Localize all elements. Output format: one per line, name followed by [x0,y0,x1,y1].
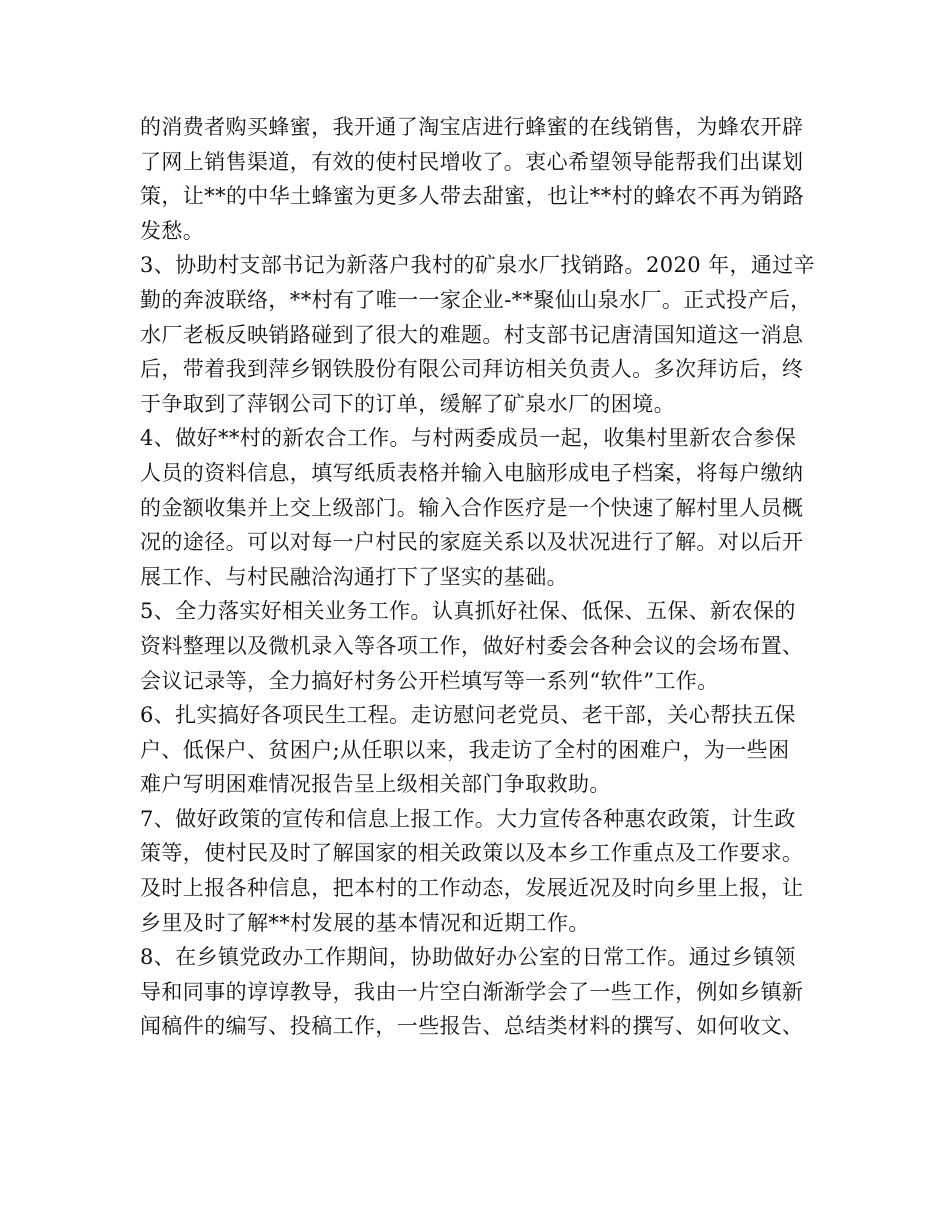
text-line: 展工作、与村民融洽沟通打下了坚实的基础。 [140,564,568,589]
text-line: 资料整理以及微机录入等各项工作，做好村委会各种会议的会场布置、 [140,633,804,658]
text-line: 5、全力落实好相关业务工作。认真抓好社保、低保、五保、新农保的 [140,599,796,624]
text-line: 及时上报各种信息，把本村的工作动态，发展近况及时向乡里上报，让 [140,876,804,901]
paragraph-item-4 [140,421,825,594]
paragraph-item-5 [140,594,825,698]
text-line: 闻稿件的编写、投稿工作，一些报告、总结类材料的撰写、如何收文、 [140,1014,804,1039]
document-body [140,110,825,1044]
text-line: 策等，使村民及时了解国家的相关政策以及本乡工作重点及工作要求。 [140,841,804,866]
text-line: 6、扎实搞好各项民生工程。走访慰问老党员、老干部，关心帮扶五保 [140,703,796,728]
text-line: 的金额收集并上交上级部门。输入合作医疗是一个快速了解村里人员概 [140,495,804,520]
text-line: 4、做好**村的新农合工作。与村两委成员一起，收集村里新农合参保 [140,426,797,451]
text-line: 8、在乡镇党政办工作期间，协助做好办公室的日常工作。通过乡镇领 [140,945,796,970]
text-line: 后，带着我到萍乡钢铁股份有限公司拜访相关负责人。多次拜访后，终 [140,357,804,382]
paragraph-continuation [140,110,825,248]
paragraph-item-8 [140,940,825,1044]
text-line: 户、低保户、贫困户;从任职以来，我走访了全村的困难户，为一些困 [140,737,790,762]
text-line: 乡里及时了解**村发展的基本情况和近期工作。 [140,910,590,935]
text-line: 发愁。 [140,218,205,243]
text-line: 导和同事的谆谆教导，我由一片空白渐渐学会了一些工作，例如乡镇新 [140,979,804,1004]
text-line: 了网上销售渠道，有效的使村民增收了。衷心希望领导能帮我们出谋划 [140,149,804,174]
paragraph-item-6 [140,698,825,802]
paragraph-item-7 [140,802,825,940]
text-line: 人员的资料信息，填写纸质表格并输入电脑形成电子档案，将每户缴纳 [140,460,804,485]
text-line: 策，让**的中华土蜂蜜为更多人带去甜蜜，也让**村的蜂农不再为销路 [140,184,805,209]
text-line: 水厂老板反映销路碰到了很大的难题。村支部书记唐清国知道这一消息 [140,322,804,347]
text-line: 于争取到了萍钢公司下的订单，缓解了矿泉水厂的困境。 [140,391,675,416]
text-line: 勤的奔波联络，**村有了唯一一家企业-**聚仙山泉水厂。正式投产后， [140,287,812,312]
text-line: 难户写明困难情况报告呈上级相关部门争取救助。 [140,772,611,797]
text-line: 3、协助村支部书记为新落户我村的矿泉水厂找销路。2020 年，通过辛 [140,253,816,278]
text-line: 7、做好政策的宣传和信息上报工作。大力宣传各种惠农政策，计生政 [140,806,796,831]
text-line: 的消费者购买蜂蜜，我开通了淘宝店进行蜂蜜的在线销售，为蜂农开辟 [140,115,804,139]
text-line: 会议记录等，全力搞好村务公开栏填写等一系列“软件”工作。 [140,668,719,693]
text-line: 况的途径。可以对每一户村民的家庭关系以及状况进行了解。对以后开 [140,530,804,555]
paragraph-item-3 [140,248,825,421]
